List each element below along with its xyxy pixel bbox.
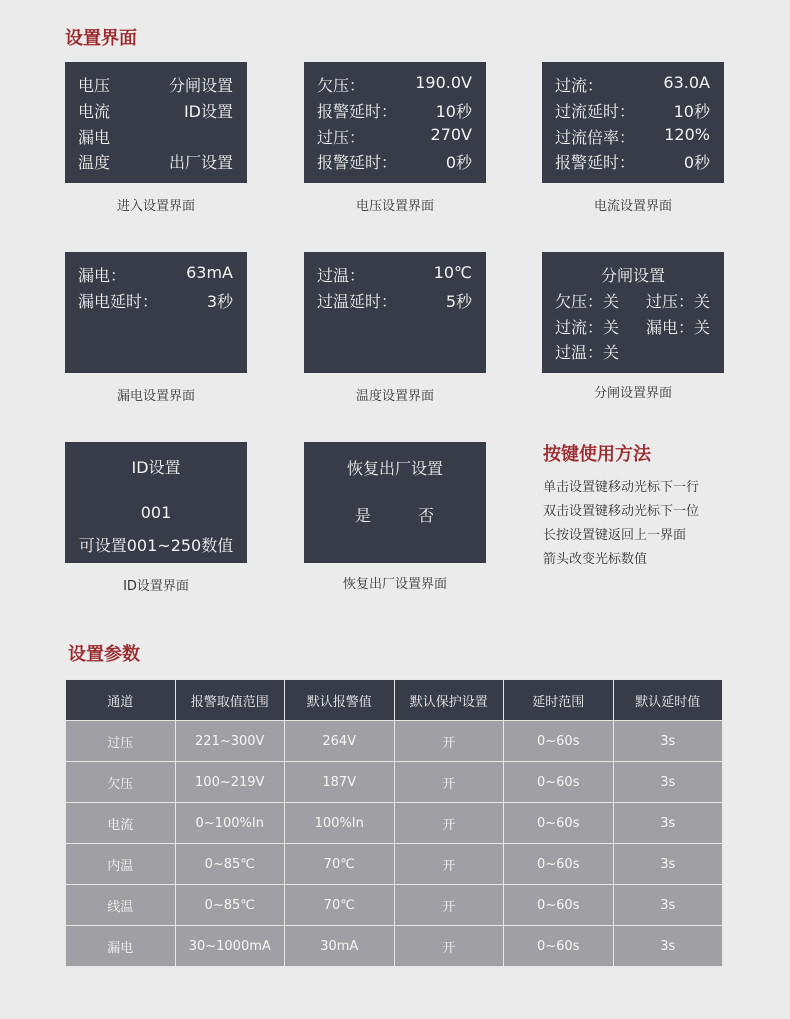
table-cell: 0~60s — [504, 803, 614, 844]
key-usage-item: 单击设置键移动光标下一行 — [543, 480, 700, 495]
table-header-row — [66, 680, 723, 721]
table-cell: 欠压 — [66, 762, 176, 803]
screen-title: 分闸设置 — [600, 266, 665, 285]
key-usage-item: 箭头改变光标数值 — [543, 552, 648, 567]
id-settings-caption: ID设置界面 — [123, 579, 189, 594]
table-cell: 264V — [285, 721, 395, 762]
row-left: 过流：关 — [555, 318, 620, 337]
id-range-note: 可设置001~250数值 — [78, 536, 234, 555]
table-cell: 3s — [613, 721, 723, 762]
trip-settings-caption: 分闸设置界面 — [593, 386, 672, 401]
table-cell: 漏电 — [66, 926, 176, 967]
row-label: 报警延时： — [317, 102, 398, 121]
params-table — [65, 679, 723, 967]
table-cell: 开 — [394, 926, 504, 967]
row-value: 63.0A — [663, 73, 710, 92]
table-row — [66, 721, 723, 762]
table-cell: 0~60s — [504, 926, 614, 967]
table-cell: 0~60s — [504, 762, 614, 803]
menu-trip-settings: 分闸设置 — [168, 76, 233, 95]
table-cell: 开 — [394, 762, 504, 803]
row-value: 120% — [664, 125, 710, 144]
header-alarm-range: 报警取值范围 — [175, 680, 285, 721]
temperature-settings-caption: 温度设置界面 — [355, 389, 434, 404]
screen-row — [78, 125, 233, 147]
key-usage-item: 长按设置键返回上一界面 — [543, 528, 687, 543]
row-label: 欠压： — [317, 76, 366, 95]
row-value: 10秒 — [673, 102, 710, 121]
screen-row — [317, 73, 472, 95]
screen-row — [555, 340, 710, 362]
table-cell: 30~1000mA — [175, 926, 285, 967]
id-value: 001 — [140, 503, 172, 522]
table-cell: 0~85℃ — [175, 844, 285, 885]
table-cell: 70℃ — [285, 885, 395, 926]
header-channel: 通道 — [66, 680, 176, 721]
row-label: 过流： — [555, 76, 604, 95]
leakage-settings-caption: 漏电设置界面 — [116, 389, 195, 404]
table-cell: 30mA — [285, 926, 395, 967]
row-value: 3秒 — [206, 292, 233, 311]
header-default-delay: 默认延时值 — [613, 680, 723, 721]
leakage-settings-screen — [65, 252, 247, 373]
screen-row — [78, 263, 233, 285]
current-settings-caption: 电流设置界面 — [593, 199, 672, 214]
no-option: 否 — [418, 506, 435, 525]
row-label: 过压： — [317, 128, 366, 147]
table-row — [66, 926, 723, 967]
table-cell: 0~60s — [504, 844, 614, 885]
row-label: 过流倍率： — [555, 128, 636, 147]
table-cell: 开 — [394, 885, 504, 926]
row-label: 漏电： — [78, 266, 127, 285]
table-row — [66, 803, 723, 844]
menu-current: 电流 — [78, 102, 111, 121]
row-value: 10秒 — [435, 102, 472, 121]
settings-section-title: 设置界面 — [65, 28, 137, 49]
table-cell: 0~60s — [504, 721, 614, 762]
header-default-protection: 默认保护设置 — [394, 680, 504, 721]
row-label: 过流延时： — [555, 102, 636, 121]
entry-settings-caption: 进入设置界面 — [116, 199, 195, 214]
table-row — [66, 762, 723, 803]
table-cell: 过压 — [66, 721, 176, 762]
screen-row — [317, 150, 472, 172]
table-cell: 3s — [613, 885, 723, 926]
table-cell: 3s — [613, 926, 723, 967]
table-cell: 100~219V — [175, 762, 285, 803]
current-settings-screen — [542, 62, 724, 183]
row-value: 0秒 — [683, 153, 710, 172]
table-cell: 3s — [613, 844, 723, 885]
table-cell: 3s — [613, 803, 723, 844]
key-usage-list — [543, 476, 699, 572]
table-cell: 开 — [394, 803, 504, 844]
factory-reset-screen — [304, 442, 486, 563]
row-label: 报警延时： — [555, 153, 636, 172]
row-value: 63mA — [186, 263, 233, 282]
row-left: 过温：关 — [555, 343, 620, 362]
key-usage-title: 按键使用方法 — [543, 444, 651, 465]
row-value: 190.0V — [415, 73, 472, 92]
row-value: 270V — [430, 125, 472, 144]
table-cell: 70℃ — [285, 844, 395, 885]
screen-row — [317, 263, 472, 285]
table-cell: 开 — [394, 844, 504, 885]
header-delay-range: 延时范围 — [504, 680, 614, 721]
table-cell: 0~100%In — [175, 803, 285, 844]
row-label: 过温： — [317, 266, 366, 285]
voltage-settings-caption: 电压设置界面 — [355, 199, 434, 214]
screen-row — [317, 99, 472, 121]
row-value: 0秒 — [445, 153, 472, 172]
screen-row — [555, 289, 710, 311]
table-cell: 开 — [394, 721, 504, 762]
table-cell: 221~300V — [175, 721, 285, 762]
table-row — [66, 844, 723, 885]
menu-id-settings: ID设置 — [183, 102, 233, 121]
screen-row — [78, 289, 233, 311]
table-row — [66, 885, 723, 926]
screen-row — [555, 315, 710, 337]
row-value: 5秒 — [445, 292, 472, 311]
screen-row — [317, 125, 472, 147]
table-cell: 电流 — [66, 803, 176, 844]
screen-row — [78, 73, 233, 95]
screen-row — [555, 73, 710, 95]
screen-row — [555, 150, 710, 172]
trip-settings-screen — [542, 252, 724, 373]
params-section-title: 设置参数 — [68, 644, 140, 665]
row-label: 漏电延时： — [78, 292, 159, 311]
row-right: 漏电：关 — [645, 318, 710, 337]
row-left: 欠压：关 — [555, 292, 620, 311]
screen-row — [317, 289, 472, 311]
menu-leakage: 漏电 — [78, 128, 111, 147]
header-default-alarm: 默认报警值 — [285, 680, 395, 721]
screen-row — [78, 150, 233, 172]
menu-voltage: 电压 — [78, 76, 111, 95]
table-cell: 0~85℃ — [175, 885, 285, 926]
row-label: 过温延时： — [317, 292, 398, 311]
row-value: 10℃ — [433, 263, 472, 282]
yes-option: 是 — [355, 506, 372, 525]
table-cell: 内温 — [66, 844, 176, 885]
menu-factory-settings: 出厂设置 — [168, 153, 233, 172]
id-settings-screen — [65, 442, 247, 563]
entry-settings-screen — [65, 62, 247, 183]
factory-reset-caption: 恢复出厂设置界面 — [342, 577, 447, 592]
voltage-settings-screen — [304, 62, 486, 183]
row-label: 报警延时： — [317, 153, 398, 172]
table-cell: 线温 — [66, 885, 176, 926]
menu-temperature: 温度 — [78, 153, 111, 172]
temperature-settings-screen — [304, 252, 486, 373]
row-right: 过压：关 — [645, 292, 710, 311]
screen-title: ID设置 — [131, 458, 181, 477]
table-cell: 3s — [613, 762, 723, 803]
screen-title: 恢复出厂设置 — [346, 459, 443, 478]
table-cell: 100%In — [285, 803, 395, 844]
table-cell: 0~60s — [504, 885, 614, 926]
screen-row — [555, 125, 710, 147]
screen-row — [78, 99, 233, 121]
table-cell: 187V — [285, 762, 395, 803]
screen-row — [555, 99, 710, 121]
key-usage-item: 双击设置键移动光标下一位 — [543, 504, 700, 519]
